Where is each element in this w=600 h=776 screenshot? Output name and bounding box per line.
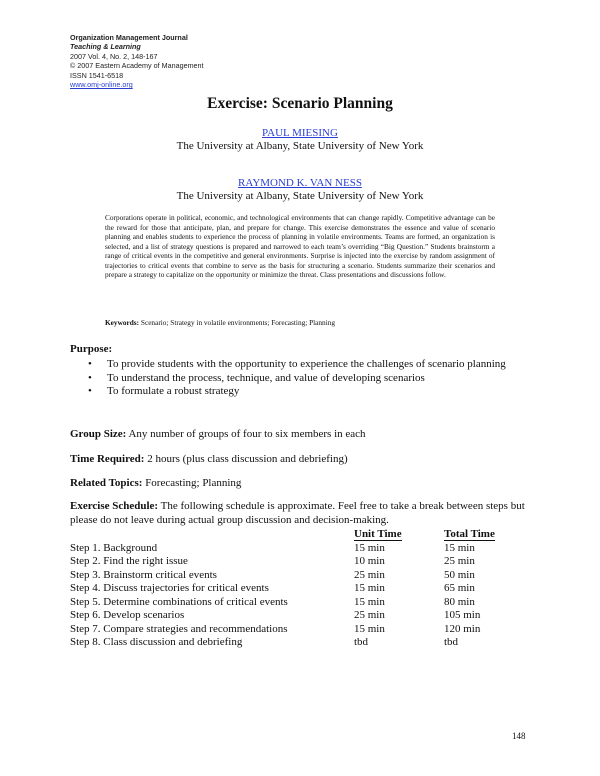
journal-issn: ISSN 1541-6518: [70, 70, 124, 80]
total-time-cell: 50 min: [444, 568, 475, 581]
unit-time-cell: 15 min: [354, 541, 385, 554]
time-required-text: 2 hours (plus class discussion and debriefing): [147, 453, 348, 465]
unit-time-cell: 25 min: [354, 609, 385, 621]
group-size: [70, 427, 366, 441]
keywords-label: Keywords:: [105, 318, 140, 327]
unit-time-cell: tbd: [354, 636, 369, 648]
total-time-cell: 65 min: [444, 582, 475, 594]
unit-time-header: Unit Time: [354, 528, 402, 540]
related-topics-label: Related Topics:: [70, 477, 143, 489]
bullet-icon: •: [88, 385, 92, 398]
total-time-cell: 25 min: [444, 555, 475, 567]
table-row: [70, 569, 504, 583]
abstract: Corporations operate in political, economic, and technological environments that can change rapidly. Competitive advantage can be the reward for those that anticipate, plan, and prepare for change. This exercise demonstrates the essence and value of scenario planning and enables students to experience the process of planning in volatile environments. Teams are formed, an organization is selected, and a list of strategy questions is prepared and narrowed to each team’s overriding “Big Question.” Students brainstorm a range of critical events in the competitive and general environments. Surprise is injected into the exercise by random assignment of trajectories to critical events that combine to serve as the basis for structuring a scenario. Students summarize their scenarios and prepare a strategy to capitalize on the opportunity or minimize the threat. Class presentations and discussions follow.: [105, 213, 495, 279]
related-topics-text: Forecasting; Planning: [145, 477, 242, 489]
journal-name: Organization Management Journal: [70, 33, 188, 42]
journal-volume: 2007 Vol. 4, No. 2, 148-167: [70, 51, 158, 61]
author-link-2[interactable]: RAYMOND K. VAN NESS: [238, 177, 362, 189]
time-required-label: Time Required:: [70, 453, 145, 465]
related-topics: [70, 476, 241, 490]
group-size-label: Group Size:: [70, 428, 127, 440]
table-row: [70, 555, 504, 569]
table-row: [70, 596, 504, 610]
journal-copyright: © 2007 Eastern Academy of Management: [70, 61, 204, 71]
step-cell: Step 4. Discuss trajectories for critical events: [70, 582, 269, 594]
total-time-cell: 15 min: [444, 541, 475, 554]
step-cell: Step 2. Find the right issue: [70, 555, 188, 567]
list-item: • To formulate a robust strategy: [88, 385, 240, 398]
table-row: [70, 609, 504, 623]
schedule-intro-text: The following schedule is approximate. Feel free to take a break between steps but please do not leave during actual group discussion and decision-making.: [70, 500, 525, 526]
step-cell: Step 7. Compare strategies and recommendations: [70, 622, 288, 635]
unit-time-cell: 15 min: [354, 622, 385, 635]
step-cell: Step 3. Brainstorm critical events: [70, 568, 217, 581]
step-cell: Step 8. Class discussion and debriefing: [70, 636, 243, 648]
total-time-cell: 80 min: [444, 595, 475, 608]
paper-title: Exercise: Scenario Planning: [207, 95, 393, 112]
step-cell: Step 1. Background: [70, 541, 158, 554]
keywords: [105, 318, 335, 327]
keywords-text: Scenario; Strategy in volatile environments; Forecasting; Planning: [140, 318, 336, 327]
bullet-icon: •: [88, 371, 92, 384]
unit-time-cell: 15 min: [354, 595, 385, 608]
purpose-list: [70, 358, 530, 399]
step-cell: Step 6. Develop scenarios: [70, 609, 185, 621]
bullet-icon: •: [88, 358, 92, 370]
author-affiliation-2: The University at Albany, State University of New York: [176, 190, 424, 202]
schedule-intro: [70, 500, 530, 527]
unit-time-cell: 15 min: [354, 582, 385, 594]
total-time-cell: tbd: [444, 636, 459, 648]
page-number: 148: [512, 731, 526, 741]
author-link-1[interactable]: PAUL MIESING: [262, 127, 338, 139]
schedule-table: [70, 528, 504, 650]
total-time-cell: 105 min: [444, 609, 481, 621]
unit-time-cell: 25 min: [354, 568, 385, 581]
group-size-text: Any number of groups of four to six members in each: [128, 428, 366, 440]
total-time-cell: 120 min: [444, 622, 481, 635]
author-affiliation-1: The University at Albany, State University of New York: [176, 140, 424, 152]
purpose-heading: Purpose:: [70, 343, 113, 355]
step-cell: Step 5. Determine combinations of critical events: [70, 595, 288, 608]
table-row: [70, 636, 504, 650]
total-time-header: Total Time: [444, 528, 495, 540]
table-header-row: [70, 528, 504, 542]
journal-url-link[interactable]: www.omj-online.org: [70, 80, 133, 90]
table-row: [70, 623, 504, 637]
schedule-label: Exercise Schedule:: [70, 500, 159, 512]
journal-section: Teaching & Learning: [70, 42, 141, 52]
list-item: • To provide students with the opportunity to experience the challenges of scenario planning: [88, 358, 506, 370]
table-row: [70, 582, 504, 596]
list-item: • To understand the process, technique, and value of developing scenarios: [88, 371, 425, 384]
journal-masthead: [70, 33, 204, 89]
table-row: [70, 542, 504, 556]
time-required: [70, 452, 348, 466]
unit-time-cell: 10 min: [354, 555, 385, 567]
